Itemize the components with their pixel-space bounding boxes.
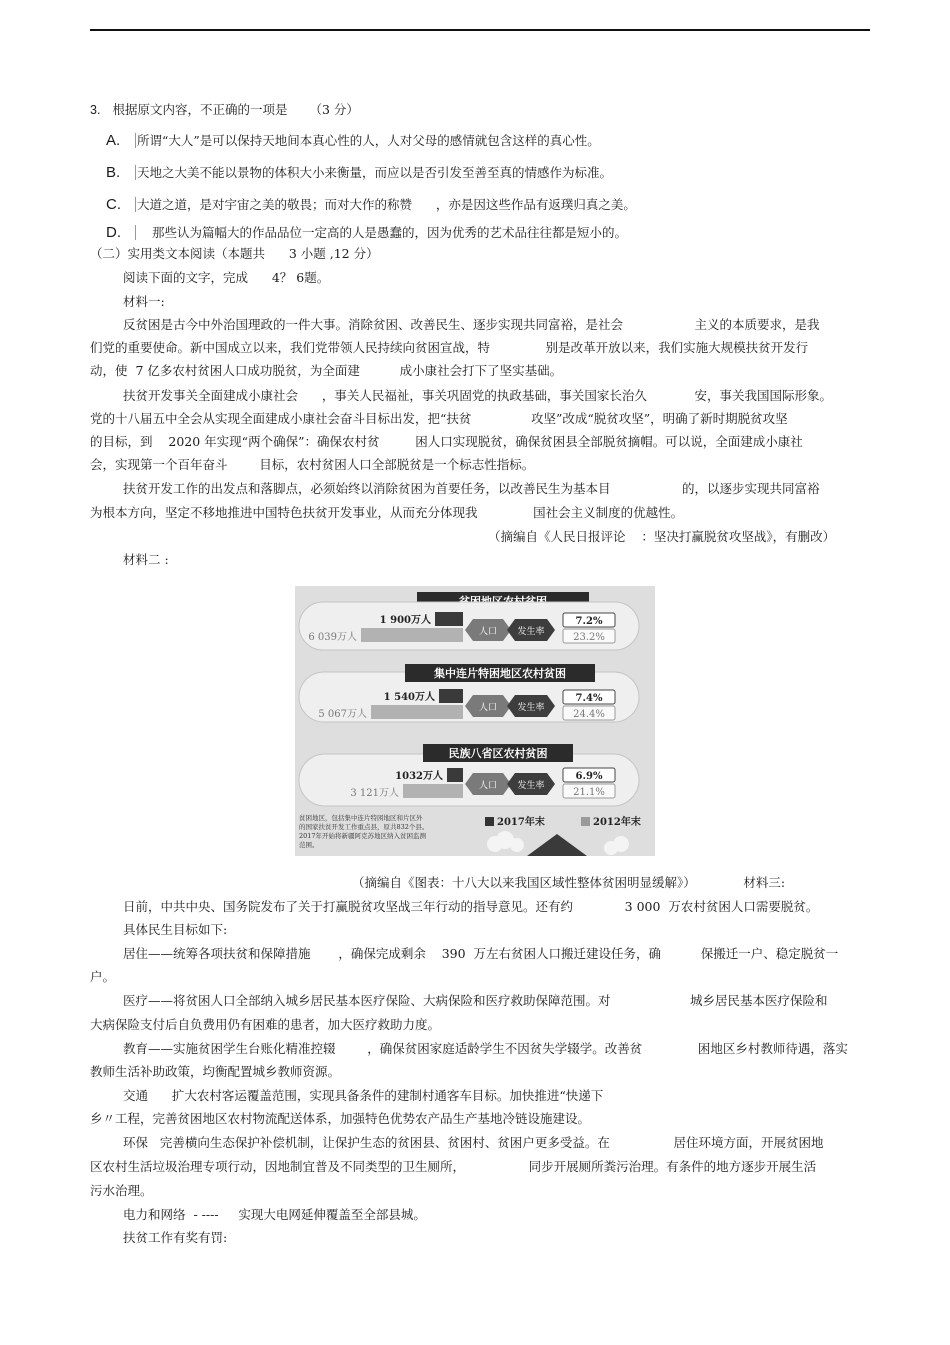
figure-note-line: 2017年开始将新疆阿克苏地区纳入贫困监测 (299, 832, 427, 840)
panel-3-rate-2017: 6.9% (575, 771, 603, 782)
panel-2-bar-2017 (439, 689, 463, 703)
option-c-divider (135, 197, 136, 212)
material-1-line: 扶贫开发工作的出发点和落脚点，必须始终以消除贫困为首要任务，以改善民生为基本目 的，以逐步实现共同富裕 (123, 481, 820, 496)
material-3-line: 户。 (90, 969, 116, 984)
material-1-line: 反贫困是古今中外治国理政的一件大事。消除贫困、改善民生、逐步实现共同富裕，是社会 主义的本质要求，是我 (123, 317, 820, 332)
option-d-letter: D. (106, 224, 121, 241)
material-3-line: 具体民生目标如下: (123, 922, 228, 937)
material-2-source: （摘编自《图表：十八大以来我国区域性整体贫困明显缓解》） 材料三: (352, 875, 786, 890)
panel-2-pop-2012: 5 067万人 (318, 709, 367, 720)
material-1-source: （摘编自《人民日报评论 ：坚决打赢脱贫攻坚战》，有删改） (488, 529, 836, 544)
panel-2 (299, 664, 639, 722)
option-d-text: 那些认为篇幅大的作品品位一定高的人是愚蠢的，因为优秀的艺术品往往都是短小的。 (152, 225, 628, 240)
panel-1-pill-population-label: 人口 (478, 627, 498, 637)
legend-2012-label: 2012年末 (593, 817, 641, 828)
panel-3-pill-population-label: 人口 (478, 781, 498, 791)
material-3-line: 扶贫工作有奖有罚: (123, 1230, 228, 1245)
option-d-divider (135, 225, 136, 240)
panel-1-pill-rate-label: 发生率 (517, 627, 545, 637)
panel-1-rate-2017: 7.2% (575, 616, 603, 627)
panel-2-pill-population-label: 人口 (478, 703, 498, 713)
material-3-line: 环保 完善横向生态保护补偿机制，让保护生态的贫困县、贫困村、贫困户更多受益。在 居住环境方面，开展贫困地 (123, 1135, 824, 1150)
figure-note-line: 的国家扶贫开发工作重点县，原共832个县。 (299, 823, 429, 831)
panel-1-pop-2012: 6 039万人 (308, 632, 357, 643)
panel-3-bar-2017 (447, 768, 463, 782)
material-3-line: 医疗——将贫困人口全部纳入城乡居民基本医疗保险、大病保险和医疗救助保障范围。对 城乡居民基本医疗保险和 (123, 993, 828, 1008)
panel-1-bar-2012 (361, 628, 463, 642)
material-3-line: 大病保险支付后自负费用仍有困难的患者，加大医疗救助力度。 (90, 1017, 441, 1032)
material-1-line: 为根本方向，坚定不移地推进中国特色扶贫开发事业，从而充分体现我 国社会主义制度的优越性。 (90, 505, 684, 520)
material-1-line: 动，使 7 亿多农村贫困人口成功脱贫，为全面建 成小康社会打下了坚实基础。 (90, 363, 563, 378)
material-1-label: 材料一: (123, 294, 165, 309)
poverty-infographic (295, 586, 655, 856)
panel-3-pop-2017: 1032万人 (395, 771, 443, 782)
panel-1-rate-2012: 23.2% (573, 632, 605, 643)
option-a-text: 所谓“大人”是可以保持天地间本真心性的人，人对父母的感情就包含这样的真心性。 (137, 133, 600, 148)
material-3-line: 电力和网络 - ---- 实现大电网延伸覆盖至全部县城。 (123, 1207, 426, 1222)
option-b-letter: B. (106, 164, 121, 181)
option-c-text: 大道之道，是对宇宙之美的敬畏；而对大作的称赞 ，亦是因这些作品有返璞归真之美。 (137, 197, 636, 212)
panel-2-rate-2012: 24.4% (573, 709, 605, 720)
material-3-line: 乡〃工程，完善贫困地区农村物流配送体系，加强特色优势农产品生产基地冷链设施建设。 (90, 1111, 591, 1126)
question-3-stem (90, 102, 359, 118)
top-rule (90, 29, 870, 31)
material-3-line: 教师生活补助政策，均衡配置城乡教师资源。 (90, 1064, 341, 1079)
legend-2017-swatch (485, 817, 494, 826)
material-1-line: 们党的重要使命。新中国成立以来，我们党带领人民持续向贫困宣战，特 别是改革开放以来，我们实施大规模扶贫开发行 (90, 340, 809, 355)
panel-3-pill-rate-label: 发生率 (517, 781, 545, 791)
option-a-divider (135, 133, 136, 148)
figure-note-line: 范围。 (299, 841, 319, 849)
panel-3-bar-2012 (403, 784, 463, 798)
panel-3-rate-2012: 21.1% (573, 787, 605, 798)
material-3-line: 交通 扩大农村客运覆盖范围，实现具备条件的建制村通客车目标。加快推进“快递下 (123, 1088, 604, 1103)
option-a-letter: A. (106, 132, 121, 149)
panel-2-rate-2017: 7.4% (575, 693, 603, 704)
question-text: 根据原文内容，不正确的一项是 (112, 102, 288, 117)
legend-2012-swatch (581, 817, 590, 826)
panel-2-title: 集中连片特困地区农村贫困 (434, 667, 566, 680)
legend-2017-label: 2017年末 (497, 817, 545, 828)
material-3-line: 居住——统筹各项扶贫和保障措施 ，确保完成剩余 390 万左右贫困人口搬迁建设任务，确 保搬迁一户、稳定脱贫一 (123, 946, 839, 961)
figure-note-line: 贫困地区，包括集中连片特困地区和片区外 (299, 814, 423, 822)
panel-3-title: 民族八省区农村贫困 (448, 747, 548, 760)
question-points: （3 分） (309, 102, 359, 117)
option-b-text: 天地之大美不能以景物的体积大小来衡量，而应以是否引发至善至真的情感作为标准。 (137, 165, 613, 180)
section-instruction: 阅读下面的文字，完成 4？ 6题。 (123, 270, 330, 285)
panel-3-pop-2012: 3 121万人 (350, 788, 399, 799)
material-3-line: 教育——实施贫困学生台账化精准控辍 ，确保贫困家庭适龄学生不因贫失学辍学。改善贫 困地区乡村教师待遇，落实 (123, 1041, 848, 1056)
material-1-line: 的目标，到 2020 年实现“两个确保”：确保农村贫 困人口实现脱贫，确保贫困县全部脱贫摘帽。可以说，全面建成小康社 (90, 434, 803, 449)
material-2-label: 材料二 : (123, 552, 169, 567)
question-number: 3. (90, 103, 101, 117)
panel-2-pill-rate-label: 发生率 (517, 703, 545, 713)
panel-1-pop-2017: 1 900万人 (379, 615, 431, 626)
material-1-line: 会，实现第一个百年奋斗 目标，农村贫困人口全部脱贫是一个标志性指标。 (90, 457, 535, 472)
panel-2-bar-2012 (371, 705, 463, 719)
section-heading: （二）实用类文本阅读（本题共 3 小题 ,12 分） (90, 246, 379, 261)
material-3-line: 污水治理。 (90, 1183, 153, 1198)
material-3-line: 日前，中共中央、国务院发布了关于打赢脱贫攻坚战三年行动的指导意见。还有约 3 000 万农村贫困人口需要脱贫。 (123, 899, 819, 914)
material-1-line: 党的十八届五中全会从实现全面建成小康社会奋斗目标出发，把“扶贫 攻坚”改成“脱贫攻坚”，明确了新时期脱贫攻坚 (90, 411, 788, 426)
material-3-line: 区农村生活垃圾治理专项行动，因地制宜普及不同类型的卫生厕所， 同步开展厕所粪污治理。有条件的地方逐步开展生活 (90, 1159, 817, 1174)
material-1-line: 扶贫开发事关全面建成小康社会 ，事关人民福祉，事关巩固党的执政基础，事关国家长治久 安，事关我国国际形象。 (123, 388, 833, 403)
option-c-letter: C. (106, 196, 121, 213)
option-b-divider (135, 165, 136, 180)
panel-1-bar-2017 (435, 612, 463, 626)
panel-2-pop-2017: 1 540万人 (383, 692, 435, 703)
